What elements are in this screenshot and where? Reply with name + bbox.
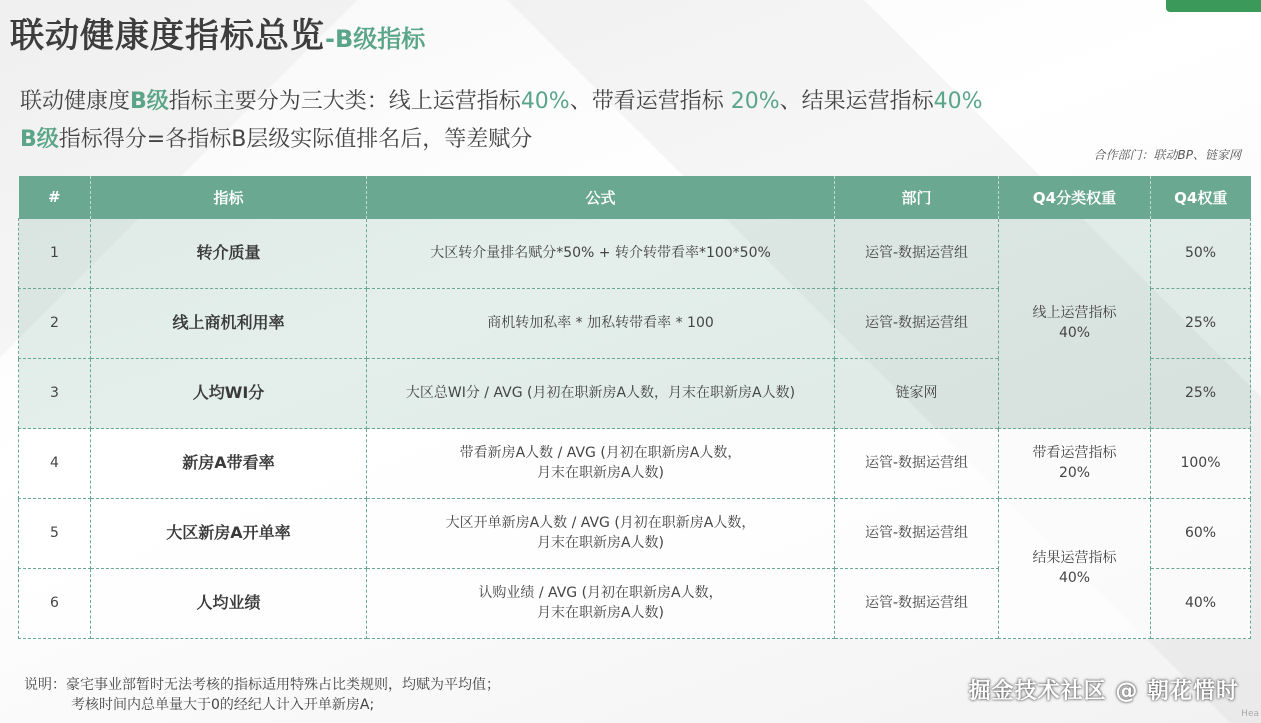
intro-text: 指标主要分为三大类：线上运营指标: [168, 89, 521, 114]
partner-departments: 合作部门：联动BP、链家网: [1093, 148, 1241, 162]
row-formula: [367, 429, 835, 499]
table-row: [19, 499, 1251, 569]
watermark: 掘金技术社区 @ 朝花惜时: [968, 679, 1239, 704]
footnote: [24, 676, 500, 715]
row-formula: 大区转介量排名赋分*50% + 转介转带看率*100*50%: [367, 219, 835, 289]
row-weight: 25%: [1151, 289, 1251, 359]
row-department: 链家网: [835, 359, 999, 429]
header-category-weight: Q4分类权重: [999, 176, 1151, 219]
row-formula: [367, 569, 835, 639]
row-formula: 商机转加私率 * 加私转带看率 * 100: [367, 289, 835, 359]
category-weight-cell: [999, 429, 1151, 499]
intro-text: 指标得分=各指标B层级实际值排名后，等差赋分: [58, 127, 533, 152]
intro-text: 联动健康度: [20, 89, 131, 114]
row-department: 运管-数据运营组: [835, 289, 999, 359]
category-weight-cell: [999, 219, 1151, 429]
formula-line: 月末在职新房A人数): [536, 604, 665, 621]
table-header-row: [19, 176, 1251, 219]
category-percent: 40%: [1058, 324, 1091, 341]
row-formula: [367, 499, 835, 569]
table-row: [19, 219, 1251, 289]
row-department: 运管-数据运营组: [835, 569, 999, 639]
intro-percent: 40%: [520, 89, 570, 114]
row-formula: 大区总WI分 / AVG (月初在职新房A人数，月末在职新房A人数): [367, 359, 835, 429]
category-name: 结果运营指标: [1032, 549, 1117, 566]
row-indicator: 人均业绩: [91, 569, 367, 639]
intro-percent: 40%: [933, 89, 983, 114]
formula-line: 月末在职新房A人数): [536, 534, 665, 551]
header-indicator: 指标: [91, 176, 367, 219]
formula-line: 带看新房A人数 / AVG (月初在职新房A人数，: [459, 444, 742, 461]
category-name: 线上运营指标: [1032, 304, 1117, 321]
intro-highlight: B级: [130, 89, 169, 114]
row-weight: 60%: [1151, 499, 1251, 569]
row-indicator: 新房A带看率: [91, 429, 367, 499]
title-subtitle: -B级指标: [325, 25, 426, 53]
row-department: 运管-数据运营组: [835, 499, 999, 569]
row-number: 4: [19, 429, 91, 499]
header-formula: 公式: [367, 176, 835, 219]
intro-line-2: [20, 122, 532, 153]
formula-line: 月末在职新房A人数): [536, 464, 665, 481]
category-name: 带看运营指标: [1032, 444, 1117, 461]
page-title: [10, 8, 425, 57]
row-indicator: 大区新房A开单率: [91, 499, 367, 569]
category-percent: 20%: [1058, 464, 1091, 481]
intro-text: 、结果运营指标: [779, 89, 934, 114]
row-weight: 40%: [1151, 569, 1251, 639]
intro-highlight: B级: [20, 127, 59, 152]
category-percent: 40%: [1058, 569, 1091, 586]
header-weight: Q4权重: [1151, 176, 1251, 219]
row-department: 运管-数据运营组: [835, 429, 999, 499]
row-number: 1: [19, 219, 91, 289]
row-number: 3: [19, 359, 91, 429]
row-indicator: 线上商机利用率: [91, 289, 367, 359]
indicator-table: [18, 176, 1251, 639]
row-number: 2: [19, 289, 91, 359]
row-department: 运管-数据运营组: [835, 219, 999, 289]
brand-logo: [1166, 0, 1261, 12]
row-number: 5: [19, 499, 91, 569]
header-department: 部门: [835, 176, 999, 219]
title-main: 联动健康度指标总览: [10, 16, 325, 56]
corner-text: Hea: [1241, 709, 1259, 719]
formula-line: 大区开单新房A人数 / AVG (月初在职新房A人数，: [445, 514, 756, 531]
formula-line: 认购业绩 / AVG (月初在职新房A人数，: [478, 584, 723, 601]
row-weight: 100%: [1151, 429, 1251, 499]
row-indicator: 人均WI分: [91, 359, 367, 429]
category-weight-cell: [999, 499, 1151, 639]
row-weight: 50%: [1151, 219, 1251, 289]
row-weight: 25%: [1151, 359, 1251, 429]
row-indicator: 转介质量: [91, 219, 367, 289]
footnote-line: 说明：豪宅事业部暂时无法考核的指标适用特殊占比类规则，均赋为平均值；: [24, 677, 500, 693]
footnote-line: 考核时间内总单量大于0的经纪人计入开单新房A;: [71, 696, 375, 713]
intro-percent: 20%: [730, 89, 780, 114]
intro-text: 、带看运营指标: [569, 89, 731, 114]
header-number: #: [19, 176, 91, 219]
table-row: [19, 429, 1251, 499]
intro-line-1: [20, 84, 983, 115]
row-number: 6: [19, 569, 91, 639]
